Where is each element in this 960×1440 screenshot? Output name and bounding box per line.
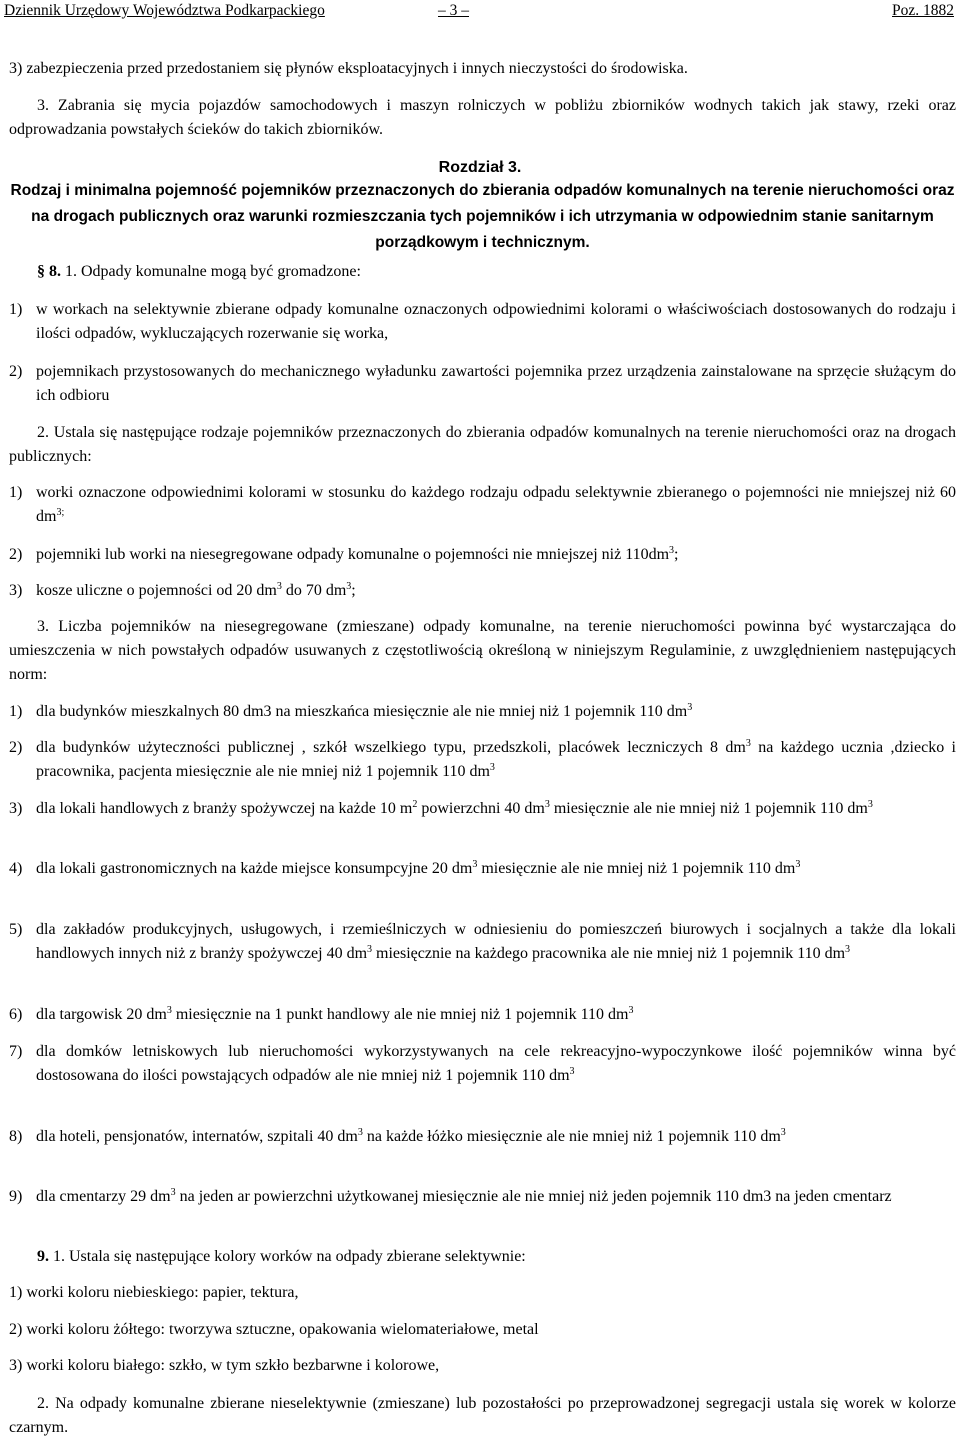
page-header bbox=[0, 0, 960, 22]
section-3-paragraph: 3. Zabrania się mycia pojazdów samochodowych i maszyn rolniczych w pobliżu zbiorników wodnych takich jak stawy, rzeki oraz odprowadzania powstałych ścieków do takich zbiorników. bbox=[9, 97, 956, 138]
list-item: 2) dla budynków użyteczności publicznej , szkół wszelkiego typu, przedszkoli, placówek leczniczych 8 $dm^3$ na każdego ucznia ,dziecko i pracownika, pacjenta miesięcznie ale nie mniej niż 1 pojemnik 110 $dm^3$ bbox=[9, 738, 956, 780]
journal-title: Dziennik Urzędowy Województwa Podkarpackiego bbox=[4, 2, 325, 19]
paragraph-9-lead bbox=[37, 1246, 526, 1268]
list-item: 8) dla hoteli, pensjonatów, internatów, szpitali 40 $dm^3$ na każde łóżko miesięcznie ale nie mniej niż 1 pojemnik 110 $dm^3$ bbox=[9, 1127, 786, 1145]
list-item: 3) kosze uliczne o pojemności od 20 $dm^3$ do 70 $dm^3$; bbox=[9, 581, 356, 599]
paragraph-8-lead bbox=[37, 261, 361, 283]
paragraph-8-number: § 8. bbox=[37, 263, 61, 280]
paragraph-9-s2-lead: 2. Na odpady komunalne zbierane nieselektywnie (zmieszane) lub pozostałości po przeprowadzonej segregacji ustala się worek w kolorze czarnym. bbox=[9, 1395, 956, 1436]
list-item: 7) dla domków letniskowych lub nieruchomości wykorzystywanych na cele rekreacyjno-wypoczynkowe ilość pojemników winna być dostosowana do ilości powstających odpadów ale nie mniej niż 1 pojemnik 110 $dm^3$ bbox=[9, 1043, 956, 1084]
chapter-title: Rodzaj i minimalna pojemność pojemników przeznaczonych do zbierania odpadów komunalnych na terenie nieruchomości oraz na drogach publicznych oraz warunki rozmieszczania tych pojemników i ich utrzymania w odpowiednim stanie sanitarnym porządkowym i technicznym. bbox=[10, 182, 955, 251]
list-item: 1) worki koloru niebieskiego: papier, tektura, bbox=[9, 1284, 299, 1301]
list-item: 1) w workach na selektywnie zbierane odpady komunalne oznaczonych odpowiednimi kolorami o właściwościach dostosowanych do rodzaju i ilości odpadów, wykluczających rozerwanie się worka, bbox=[9, 301, 956, 342]
paragraph-8-s1-lead: 1. Odpady komunalne mogą być gromadzone: bbox=[65, 263, 361, 280]
paragraph-8-s2-lead: 2. Ustala się następujące rodzaje pojemników przeznaczonych do zbierania odpadów komunalnych na terenie nieruchomości oraz na drogach publicznych: bbox=[9, 424, 956, 465]
list-item: 3) worki koloru białego: szkło, w tym szkło bezbarwne i kolorowe, bbox=[9, 1357, 440, 1374]
list-item: 1) worki oznaczone odpowiednimi kolorami w stosunku do każdego rodzaju odpadu selektywnie zbieranego o pojemności nie mniejszej niż 60 $dm^{3;}$ bbox=[9, 484, 956, 525]
list-item: 3) dla lokali handlowych z branży spożywczej na każde 10 $m^2$ powierzchni 40 $dm^3$ miesięcznie ale nie mniej niż 1 pojemnik 110 $dm^3$ bbox=[9, 799, 873, 817]
list-item: 6) dla targowisk 20 $dm^3$ miesięcznie na 1 punkt handlowy ale nie mniej niż 1 pojemnik 110 $dm^3$ bbox=[9, 1005, 634, 1023]
list-item: 5) dla zakładów produkcyjnych, usługowych, i rzemieślniczych w odniesieniu do pomieszczeń biurowych i socjalnych a także dla lokali handlowych innych niż z branży spożywczej 40 $dm^3$ miesięcznie na każdego pracownika ale nie mniej niż 1 pojemnik 110 $dm^3$ bbox=[9, 921, 956, 962]
list-item: 1) dla budynków mieszkalnych 80 dm3 na mieszkańca miesięcznie ale nie mniej niż 1 pojemnik 110 $dm^3$ bbox=[9, 702, 693, 720]
paragraph-8-s3-lead: 3. Liczba pojemników na niesegregowane (zmieszane) odpady komunalne, na terenie nieruchomości powinna być wystarczająca do umieszczenia w nich powstałych odpadów usuwanych z częstotliwością określoną w niniejszym Regulaminie, z uwzględnieniem następujących norm: bbox=[9, 618, 956, 683]
list-item: 9) dla cmentarzy 29 $dm^3$ na jeden ar powierzchni użytkowanej miesięcznie ale nie mniej niż jeden pojemnik 110 dm3 na jeden cmentarz bbox=[9, 1187, 892, 1205]
position-number: Poz. 1882 bbox=[892, 2, 954, 19]
paragraph-9-number: 9. bbox=[37, 1248, 49, 1265]
list-item: 2) pojemnikach przystosowanych do mechanicznego wyładunku zawartości pojemnika przez urządzenia zainstalowane na sprzęcie służącym do ich odbioru bbox=[9, 363, 956, 404]
chapter-number: Rozdział 3. bbox=[438, 159, 522, 176]
paragraph-9-s1-lead: 1. Ustala się następujące kolory worków na odpady zbierane selektywnie: bbox=[53, 1248, 526, 1265]
list-item: 2) worki koloru żółtego: tworzywa sztuczne, opakowania wielomateriałowe, metal bbox=[9, 1321, 539, 1338]
page-number: – 3 – bbox=[438, 2, 469, 19]
list-item: 4) dla lokali gastronomicznych na każde miejsce konsumpcyjne 20 $dm^3$ miesięcznie ale nie mniej niż 1 pojemnik 110 $dm^3$ bbox=[9, 859, 801, 877]
point-3-text: 3) zabezpieczenia przed przedostaniem się płynów eksploatacyjnych i innych nieczystości do środowiska. bbox=[9, 60, 688, 77]
list-item: 2) pojemniki lub worki na niesegregowane odpady komunalne o pojemności nie mniejszej niż $110dm^3$; bbox=[9, 545, 679, 563]
